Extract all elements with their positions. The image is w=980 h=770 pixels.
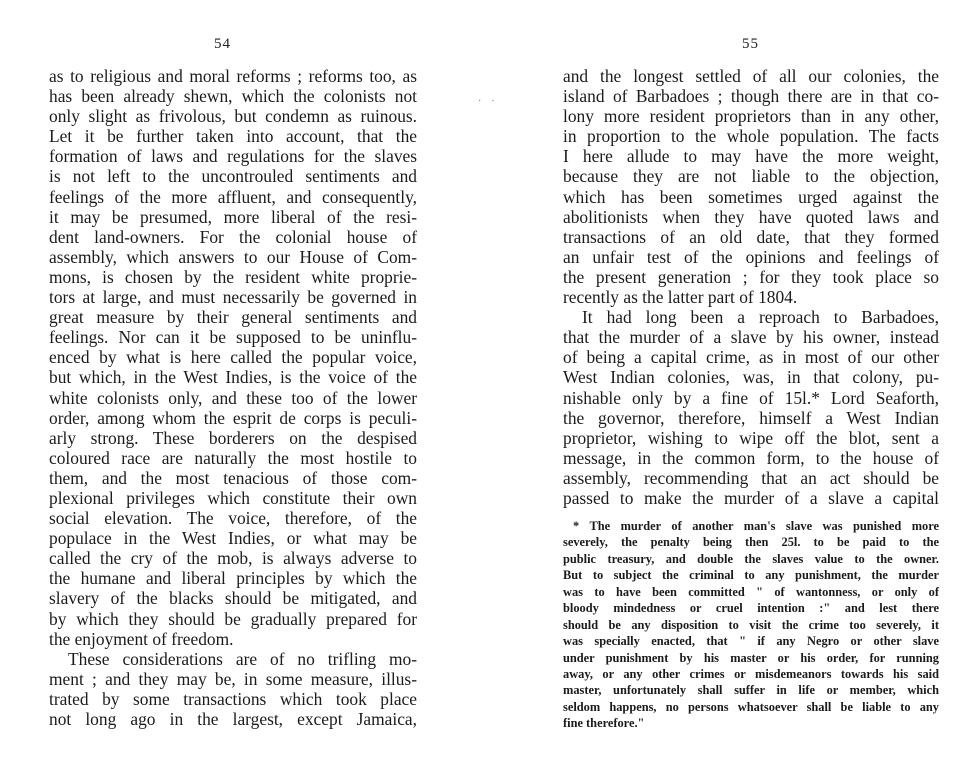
left-page-body [49,66,417,729]
text-line: them, and the most tenacious of those com- [49,467,417,488]
text-line: message, in the common form, to the house of [563,447,939,468]
text-line: ment ; and they may be, in some measure, illus- [49,668,417,689]
text-line: It had long been a reproach to Barbadoes, [582,307,939,328]
text-line: I here allude to may have the more weight, [563,146,939,167]
text-line: populace in the West Indies, or what may be [49,528,417,549]
text-line: coloured race are naturally the most hostile to [49,447,417,468]
text-line: called the cry of the mob, is always adverse to [49,548,417,569]
footnote-line: should be any disposition to visit the crime too severely, it [563,617,939,632]
text-line: abolitionists when they have quoted laws and [563,206,939,227]
text-line: and the longest settled of all our colonies, the [563,66,939,86]
text-line: because they are not liable to the objection, [563,166,939,187]
text-line: These considerations are of no trifling mo- [68,648,417,669]
text-line: Let it be further taken into account, that the [49,126,417,147]
text-line: assembly, which answers to our House of Com- [49,246,417,267]
right-page [490,0,980,770]
text-line: has been already shewn, which the colonists not [49,86,417,107]
footnote-line: bloody mindedness or cruel intention :" and lest there [563,601,939,616]
footnote-line: But to subject the criminal to any punishment, the murder [563,568,939,583]
footnote-line: away, or any other crimes or misdemeanors towards his said [563,666,939,681]
text-line: great measure by their general sentiments and [49,307,417,328]
footnote-line: was to have been committed " of wantonness, or only of [563,584,939,599]
text-line: it may be presumed, more liberal of the resi- [49,206,417,227]
text-line: dent land-owners. For the colonial house of [49,226,417,247]
text-line: trated by some transactions which took place [49,688,417,709]
footnote-line: * The murder of another man's slave was punished more [573,519,939,533]
gutter-dots: ·· [478,96,505,107]
text-line: tors at large, and must necessarily be governed in [49,287,417,308]
text-line: slavery of the blacks should be mitigated, and [49,588,417,609]
text-line: formation of laws and regulations for the slaves [49,146,417,167]
text-line: by which they should be gradually prepared for [49,608,417,629]
text-line: island of Barbadoes ; though there are in that co- [563,86,939,107]
text-line: that the murder of a slave by his owner, instead [563,327,939,348]
footnote [563,518,939,732]
text-line: the enjoyment of freedom. [49,628,234,649]
text-line: the governor, therefore, himself a West Indian [563,407,939,428]
footnote-line: under punishment by his master or his order, for running [563,650,939,665]
text-line: lony more resident proprietors than in any other, [563,106,939,127]
footnote-line: severely, the penalty being then 25l. to be paid to the [563,535,939,550]
text-line: only slight as frivolous, but condemn as ruinous. [49,106,417,127]
text-line: the humane and liberal principles by which the [49,568,417,589]
text-line: which has been sometimes urged against the [563,186,939,207]
footnote-line: public treasury, and double the slaves value to the owner. [563,551,939,566]
text-line: social elevation. The voice, therefore, of the [49,508,417,529]
text-line: passed to make the murder of a slave a capital [563,487,939,508]
text-line: plexional privileges which constitute their own [49,487,417,508]
footnote-line: fine therefore." [563,716,645,731]
text-line: an unfair test of the opinions and feelings of [563,246,939,267]
text-line: but which, in the West Indies, is the voice of the [49,367,417,388]
text-line: white colonists only, and these too of the lower [49,387,417,408]
text-line: assembly, recommending that an act should be [563,467,939,488]
text-line: enced by what is here called the popular voice, [49,347,417,368]
text-line: feelings of the more affluent, and consequently, [49,186,417,207]
footnote-line: master, unfortunately shall suffer in life or member, which [563,683,939,698]
text-line: order, among whom the esprit de corps is peculi- [49,407,417,428]
footnote-line: was specially enacted, that " if any Negro or other slave [563,634,939,649]
text-line: in proportion to the whole population. The facts [563,126,939,147]
text-line: is not left to the uncontrouled sentiments and [49,166,417,187]
text-line: not long ago in the largest, except Jamaica, [49,709,417,729]
text-line: recently as the latter part of 1804. [563,287,798,308]
text-line: mons, is chosen by the resident white proprie- [49,266,417,287]
text-line: of being a capital crime, as in most of our other [563,347,939,368]
page-number-right: 55 [742,36,759,52]
text-line: West Indian colonies, was, in that colony, pu- [563,367,939,388]
text-line: proprietor, wishing to wipe off the blot, sent a [563,427,939,448]
text-line: transactions of an old date, that they formed [563,226,939,247]
text-line: nishable only by a fine of 15l.* Lord Seaforth, [563,387,939,408]
text-line: arly strong. These borderers on the despised [49,427,417,448]
page-number-left: 54 [214,36,231,52]
right-page-body [563,66,939,508]
text-line: the present generation ; for they took place so [563,266,939,287]
text-line: as to religious and moral reforms ; reforms too, as [49,66,417,86]
footnote-line: seldom happens, no persons whatsoever shall be liable to any [563,699,939,714]
text-line: feelings. Nor can it be supposed to be uninflu- [49,327,417,348]
